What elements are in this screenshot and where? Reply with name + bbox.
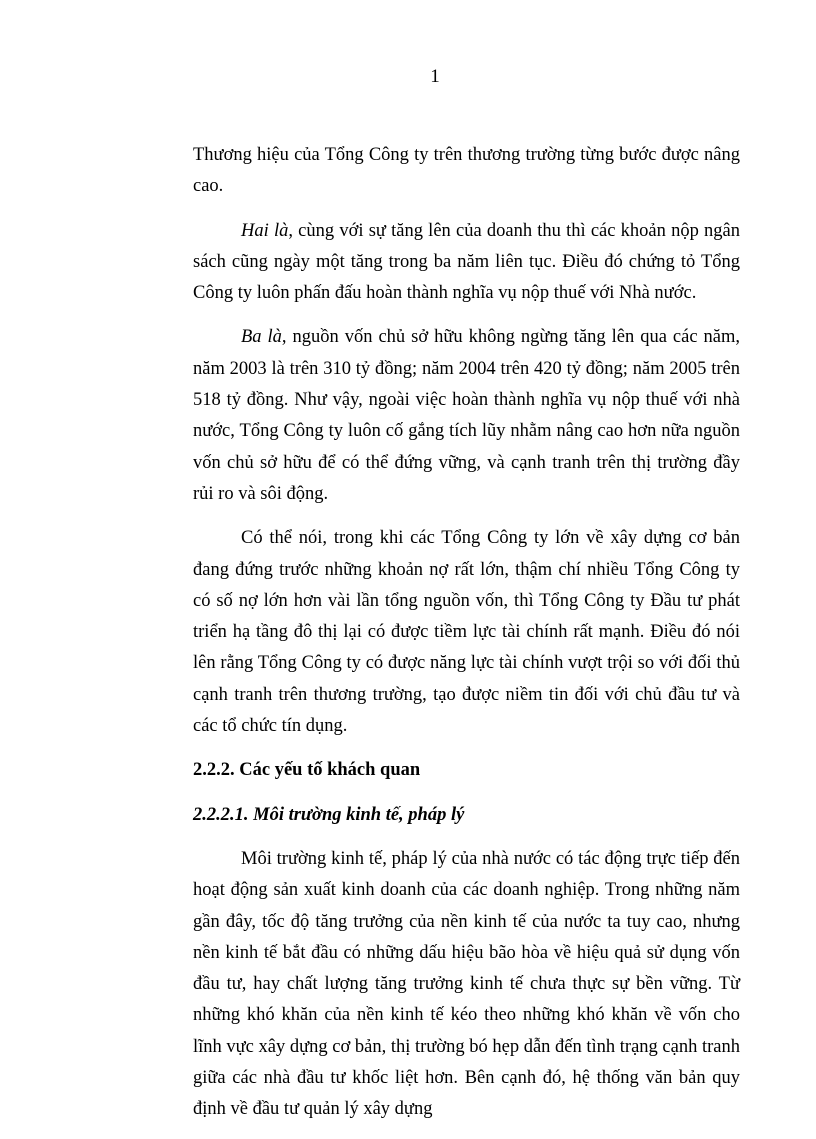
paragraph-text: , cùng với sự tăng lên của doanh thu thì các khoản nộp ngân sách cũng ngày một tăng trong ba năm liên tục. Điều đó chứng tỏ Tổng Công ty luôn phấn đấu hoàn thành nghĩa vụ nộp thuế với Nhà nước. [193, 220, 741, 304]
paragraph-text: , nguồn vốn chủ sở hữu không ngừng tăng lên qua các năm, năm 2003 là trên 310 tỷ đồng; năm 2004 trên 420 tỷ đồng; năm 2005 trên 518 tỷ đồng. Như vậy, ngoài việc hoàn thành nghĩa vụ nộp thuế với nhà nước, Tổng Công ty luôn cố gắng tích lũy nhằm nâng cao hơn nữa nguồn vốn chủ sở hữu để có thể đứng vững, và cạnh tranh trên thị trường đầy rủi ro và sôi động. [193, 327, 740, 504]
paragraph-economic-environment: Môi trường kinh tế, pháp lý của nhà nước có tác động trực tiếp đến hoạt động sản xuất kinh doanh của các doanh nghiệp. Trong những năm gần đây, tốc độ tăng trưởng của nền kinh tế của nước ta tuy cao, nhưng nền kinh tế bắt đầu có những dấu hiệu bão hòa về hiệu quả sử dụng vốn đầu tư, hay chất lượng tăng trưởng kinh tế chưa thực sự bền vững. Từ những khó khăn của nền kinh tế kéo theo những khó khăn về vốn cho lĩnh vực xây dựng cơ bản, thị trường bó hẹp dẫn đến tình trạng cạnh tranh giữa các nhà đầu tư khốc liệt hơn. Bên cạnh đó, hệ thống văn bản quy định về đầu tư quản lý xây dựng [193, 848, 740, 1120]
paragraph-lead-italic: Ba là [241, 327, 282, 348]
section-heading: 2.2.2. Các yếu tố khách quan [193, 760, 421, 781]
document-body [193, 140, 740, 1139]
page-number: 1 [430, 66, 440, 87]
paragraph-brand: Thương hiệu của Tổng Công ty trên thương trường từng bước được nâng cao. [193, 145, 740, 197]
paragraph-lead-italic: Hai là [241, 220, 289, 241]
paragraph-financial-strength: Có thể nói, trong khi các Tổng Công ty lớn về xây dựng cơ bản đang đứng trước những khoản nợ rất lớn, thậm chí nhiều Tổng Công ty có số nợ lớn hơn vài lần tổng nguồn vốn, thì Tổng Công ty Đầu tư phát triển hạ tầng đô thị lại có được tiềm lực tài chính rất mạnh. Điều đó nói lên rằng Tổng Công ty có được năng lực tài chính vượt trội so với đối thủ cạnh tranh trên thương trường, tạo được niềm tin đối với chủ đầu tư và các tổ chức tín dụng. [193, 528, 740, 737]
paragraph-second-point [193, 216, 740, 310]
subsection-heading: 2.2.2.1. Môi trường kinh tế, pháp lý [193, 804, 465, 825]
paragraph-third-point [193, 322, 740, 510]
